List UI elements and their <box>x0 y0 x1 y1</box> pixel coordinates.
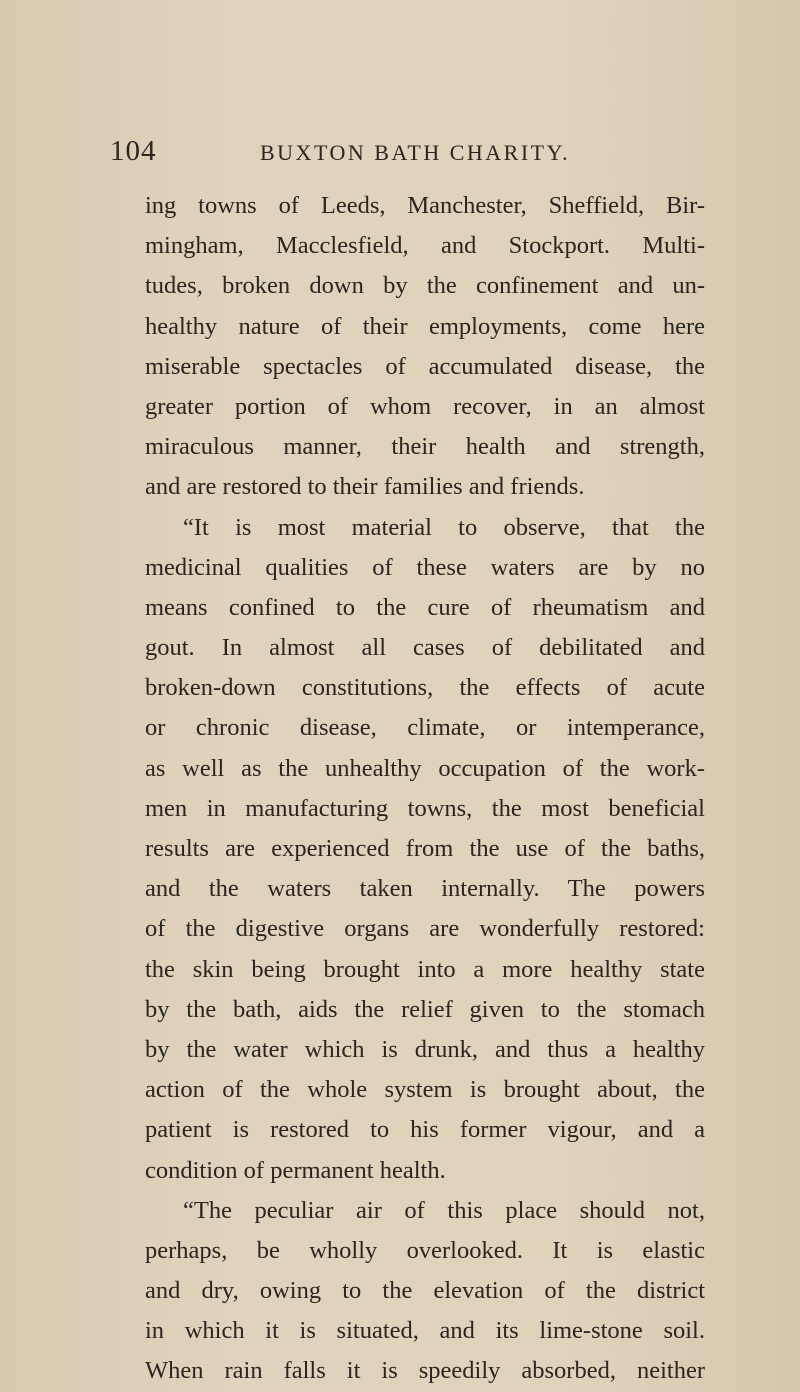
text-line: results are experienced from the use of the baths, <box>145 835 705 862</box>
text-line: by the bath, aids the relief given to the stomach <box>145 995 705 1023</box>
body-text <box>145 186 705 1392</box>
text-line: healthy nature of their employments, come here <box>145 312 705 340</box>
text-line: condition of permanent health. <box>145 1156 446 1184</box>
text-line: in which it is situated, and its lime-stone soil. <box>145 1317 705 1345</box>
text-line: as well as the unhealthy occupation of the work- <box>145 754 705 782</box>
text-line: greater portion of whom recover, in an almost <box>145 392 705 420</box>
text-line: or chronic disease, climate, or intemperance, <box>145 714 705 742</box>
text-line: mingham, Macclesfield, and Stockport. Multi- <box>145 232 705 260</box>
text-line: gout. In almost all cases of debilitated and <box>145 634 705 662</box>
text-line: miraculous manner, their health and strength, <box>145 433 705 461</box>
text-line: When rain falls it is speedily absorbed, neither <box>145 1357 705 1385</box>
text-line: “The peculiar air of this place should not, <box>183 1196 705 1224</box>
text-line: ing towns of Leeds, Manchester, Sheffield, Bir- <box>145 192 705 219</box>
text-line: broken-down constitutions, the effects of acute <box>145 674 705 702</box>
text-line: and dry, owing to the elevation of the district <box>145 1277 705 1305</box>
page-number: 104 <box>110 135 157 167</box>
text-line: by the water which is drunk, and thus a healthy <box>145 1035 705 1063</box>
text-line: and the waters taken internally. The powers <box>145 875 705 903</box>
text-line: “It is most material to observe, that the <box>183 513 705 541</box>
text-line: action of the whole system is brought about, the <box>145 1076 705 1104</box>
text-line: of the digestive organs are wonderfully restored: <box>145 915 705 943</box>
text-line: miserable spectacles of accumulated disease, the <box>145 352 705 380</box>
text-line: medicinal qualities of these waters are by no <box>145 553 705 581</box>
text-line: patient is restored to his former vigour, and a <box>145 1116 705 1144</box>
text-line: perhaps, be wholly overlooked. It is elastic <box>145 1236 705 1264</box>
text-line: and are restored to their families and friends. <box>145 473 585 501</box>
text-line: tudes, broken down by the confinement and un- <box>145 272 705 300</box>
text-line: the skin being brought into a more healthy state <box>145 955 705 983</box>
running-head <box>110 135 730 175</box>
running-title: BUXTON BATH CHARITY. <box>260 140 571 165</box>
text-line: means confined to the cure of rheumatism and <box>145 593 705 621</box>
text-line: men in manufacturing towns, the most beneficial <box>145 794 705 822</box>
